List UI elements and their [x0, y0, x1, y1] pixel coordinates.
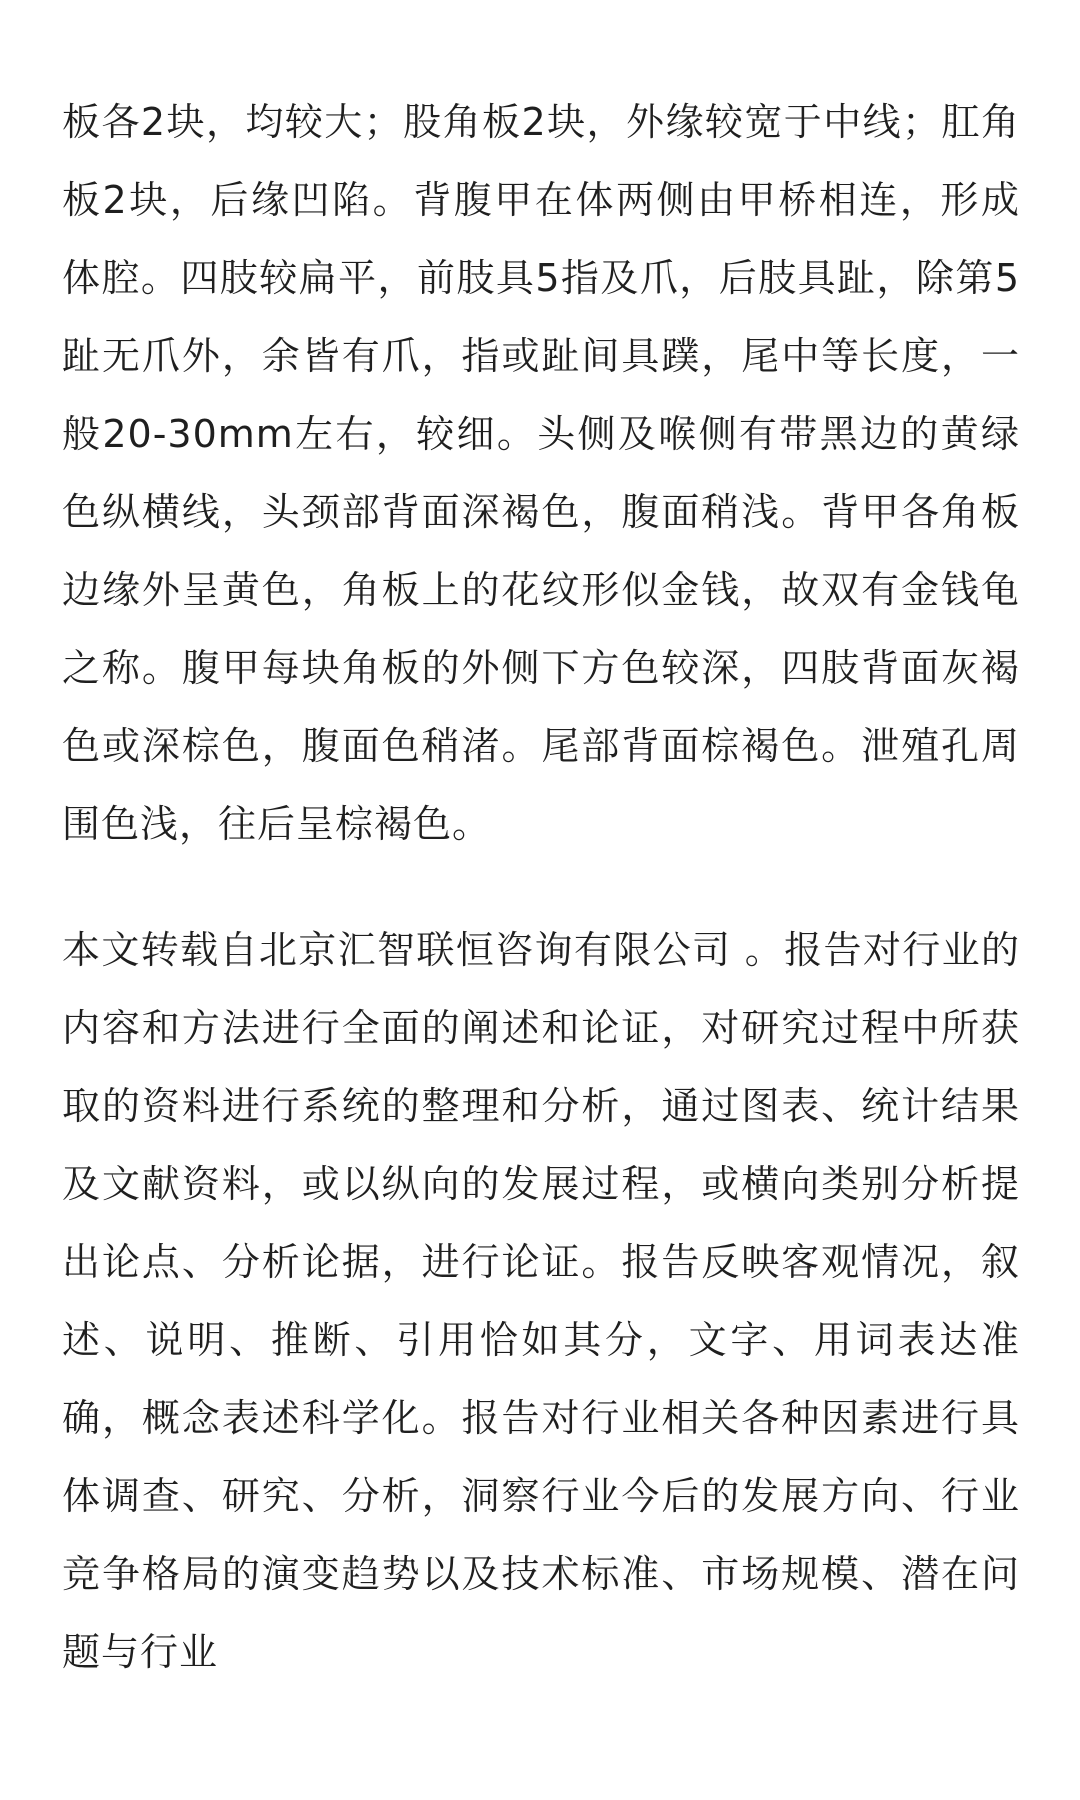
article-body [62, 83, 1020, 1691]
paragraph-report-source: 本文转载自北京汇智联恒咨询有限公司 。报告对行业的内容和方法进行全面的阐述和论证，对研究过程中所获取的资料进行系统的整理和分析，通过图表、统计结果及文献资料，或以纵向的发展过程，或横向类别分析提出论点、分析论据，进行论证。报告反映客观情况，叙述、说明、推断、引用恰如其分，文字、用词表达准确，概念表述科学化。报告对行业相关各种因素进行具体调查、研究、分析，洞察行业今后的发展方向、行业竞争格局的演变趋势以及技术标准、市场规模、潜在问题与行业 [62, 928, 1020, 1674]
paragraph-turtle-description: 板各2块，均较大；股角板2块，外缘较宽于中线；肛角板2块，后缘凹陷。背腹甲在体两侧由甲桥相连，形成体腔。四肢较扁平，前肢具5指及爪，后肢具趾，除第5趾无爪外，余皆有爪，指或趾间具蹼，尾中等长度，一般20-30mm左右，较细。头侧及喉侧有带黑边的黄绿色纵横线，头颈部背面深褐色，腹面稍浅。背甲各角板边缘外呈黄色，角板上的花纹形似金钱，故双有金钱龟之称。腹甲每块角板的外侧下方色较深，四肢背面灰褐色或深棕色，腹面色稍渚。尾部背面棕褐色。泄殖孔周围色浅，往后呈棕褐色。 [62, 100, 1020, 846]
